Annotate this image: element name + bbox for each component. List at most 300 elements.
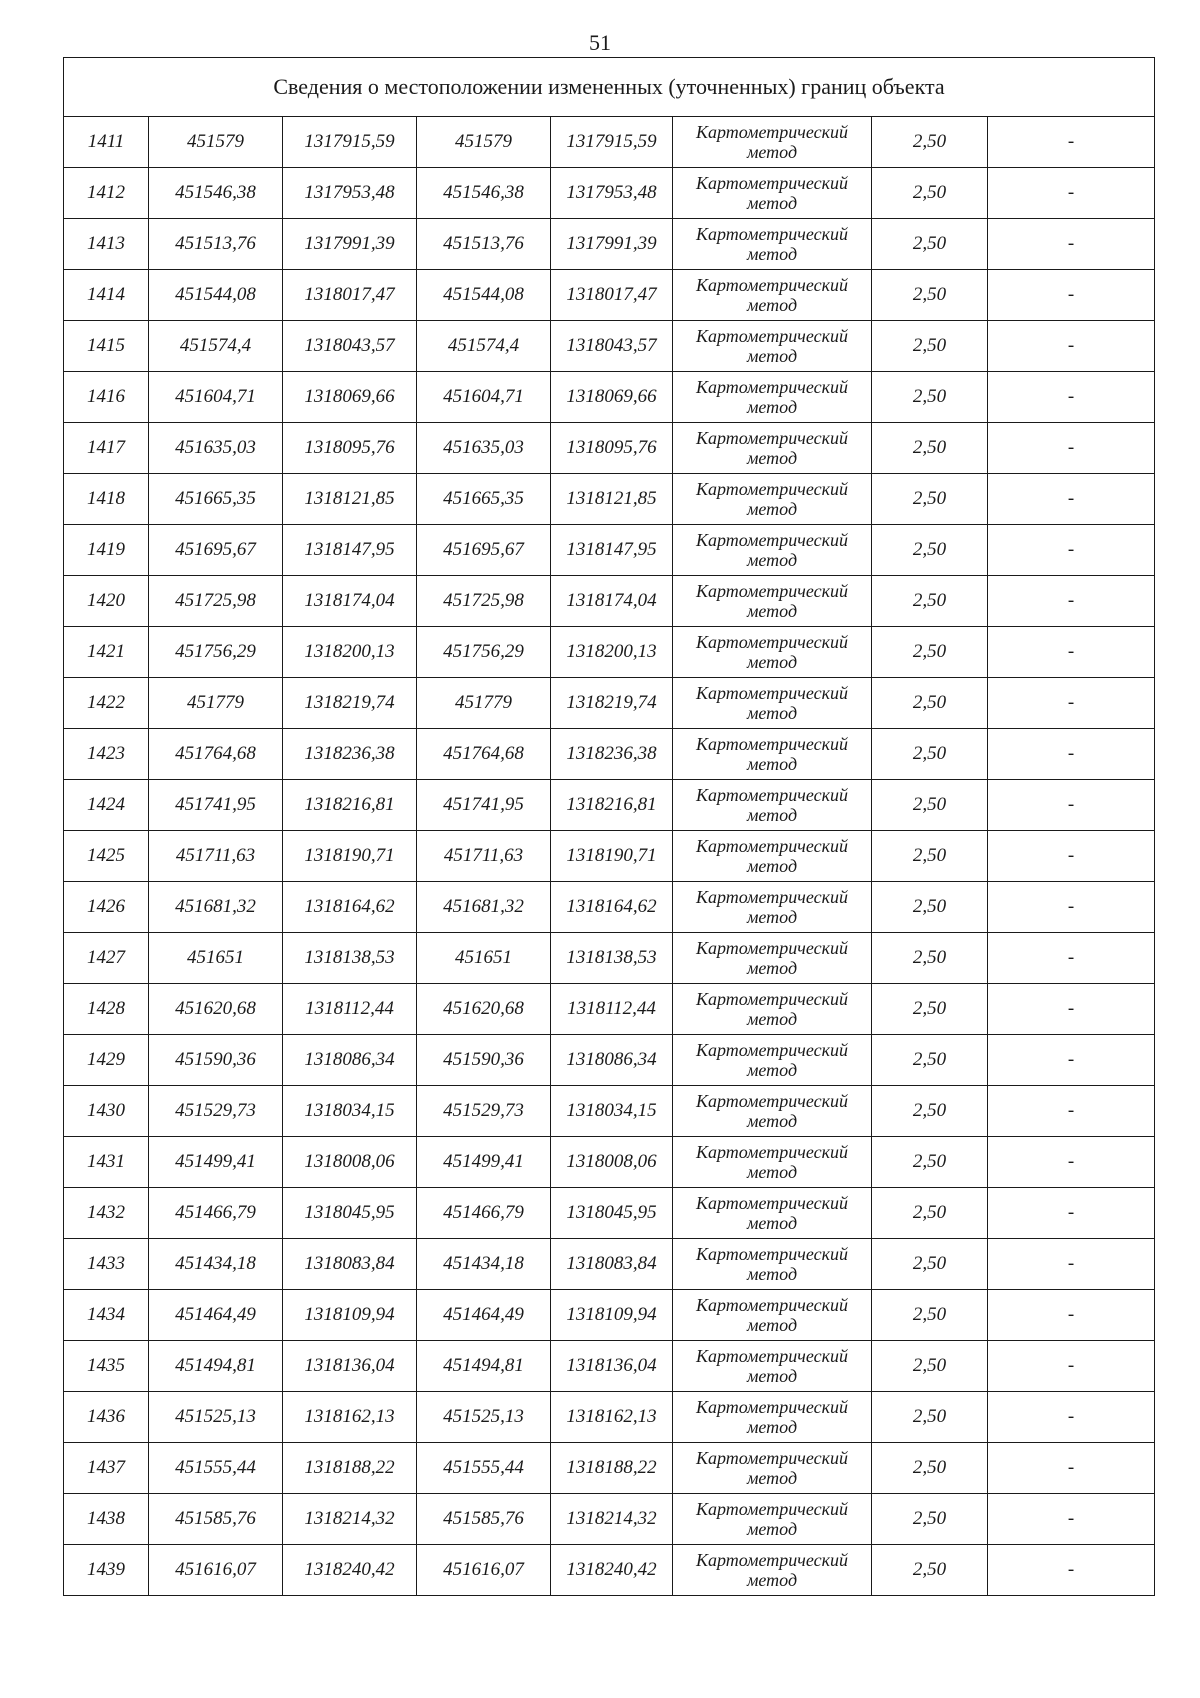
point-description: - — [988, 1239, 1155, 1290]
determination-method — [673, 1239, 872, 1290]
refined-y-coordinate: 1318200,13 — [551, 627, 673, 678]
table-row — [64, 882, 1155, 933]
method-line-2: метод — [746, 142, 798, 162]
determination-method — [673, 831, 872, 882]
method-line-2: метод — [746, 1519, 798, 1539]
existing-x-coordinate: 451585,76 — [149, 1494, 283, 1545]
existing-y-coordinate: 1318190,71 — [283, 831, 417, 882]
method-line-2: метод — [746, 1264, 798, 1284]
determination-method — [673, 576, 872, 627]
refined-x-coordinate: 451665,35 — [417, 474, 551, 525]
point-description: - — [988, 882, 1155, 933]
table-row — [64, 219, 1155, 270]
table-row — [64, 474, 1155, 525]
method-line-2: метод — [746, 1366, 798, 1386]
determination-method — [673, 933, 872, 984]
determination-method — [673, 1188, 872, 1239]
determination-method — [673, 474, 872, 525]
accuracy-value: 2,50 — [872, 423, 988, 474]
method-line-2: метод — [746, 1162, 798, 1182]
table-row — [64, 321, 1155, 372]
method-line-1: Картометрический — [695, 632, 848, 652]
method-line-1: Картометрический — [695, 122, 848, 142]
determination-method — [673, 1494, 872, 1545]
method-line-2: метод — [746, 550, 798, 570]
method-line-1: Картометрический — [695, 938, 848, 958]
point-number: 1431 — [64, 1137, 149, 1188]
existing-y-coordinate: 1318188,22 — [283, 1443, 417, 1494]
accuracy-value: 2,50 — [872, 1392, 988, 1443]
method-line-2: метод — [746, 1315, 798, 1335]
existing-x-coordinate: 451466,79 — [149, 1188, 283, 1239]
accuracy-value: 2,50 — [872, 1494, 988, 1545]
point-description: - — [988, 1392, 1155, 1443]
existing-x-coordinate: 451779 — [149, 678, 283, 729]
refined-y-coordinate: 1318214,32 — [551, 1494, 673, 1545]
point-number: 1415 — [64, 321, 149, 372]
refined-x-coordinate: 451764,68 — [417, 729, 551, 780]
refined-y-coordinate: 1318164,62 — [551, 882, 673, 933]
refined-x-coordinate: 451544,08 — [417, 270, 551, 321]
existing-y-coordinate: 1318236,38 — [283, 729, 417, 780]
determination-method — [673, 1035, 872, 1086]
accuracy-value: 2,50 — [872, 525, 988, 576]
table-row — [64, 117, 1155, 168]
existing-x-coordinate: 451635,03 — [149, 423, 283, 474]
method-line-1: Картометрический — [695, 1244, 848, 1264]
existing-x-coordinate: 451546,38 — [149, 168, 283, 219]
existing-x-coordinate: 451616,07 — [149, 1545, 283, 1596]
table-row — [64, 372, 1155, 423]
existing-x-coordinate: 451681,32 — [149, 882, 283, 933]
refined-x-coordinate: 451555,44 — [417, 1443, 551, 1494]
existing-y-coordinate: 1318008,06 — [283, 1137, 417, 1188]
method-line-1: Картометрический — [695, 326, 848, 346]
method-line-1: Картометрический — [695, 275, 848, 295]
point-description: - — [988, 1341, 1155, 1392]
method-line-1: Картометрический — [695, 530, 848, 550]
table-row — [64, 1392, 1155, 1443]
point-number: 1426 — [64, 882, 149, 933]
accuracy-value: 2,50 — [872, 321, 988, 372]
refined-y-coordinate: 1318112,44 — [551, 984, 673, 1035]
table-row — [64, 780, 1155, 831]
point-number: 1414 — [64, 270, 149, 321]
existing-y-coordinate: 1318069,66 — [283, 372, 417, 423]
existing-x-coordinate: 451590,36 — [149, 1035, 283, 1086]
existing-x-coordinate: 451665,35 — [149, 474, 283, 525]
method-line-1: Картометрический — [695, 1346, 848, 1366]
existing-x-coordinate: 451499,41 — [149, 1137, 283, 1188]
accuracy-value: 2,50 — [872, 729, 988, 780]
refined-y-coordinate: 1318109,94 — [551, 1290, 673, 1341]
existing-y-coordinate: 1318086,34 — [283, 1035, 417, 1086]
point-number: 1427 — [64, 933, 149, 984]
point-number: 1432 — [64, 1188, 149, 1239]
existing-y-coordinate: 1318121,85 — [283, 474, 417, 525]
accuracy-value: 2,50 — [872, 933, 988, 984]
method-line-1: Картометрический — [695, 989, 848, 1009]
table-row — [64, 831, 1155, 882]
existing-x-coordinate: 451695,67 — [149, 525, 283, 576]
table-row — [64, 1188, 1155, 1239]
method-line-1: Картометрический — [695, 1550, 848, 1570]
existing-x-coordinate: 451579 — [149, 117, 283, 168]
method-line-1: Картометрический — [695, 836, 848, 856]
existing-y-coordinate: 1318216,81 — [283, 780, 417, 831]
existing-y-coordinate: 1318240,42 — [283, 1545, 417, 1596]
method-line-2: метод — [746, 448, 798, 468]
method-line-2: метод — [746, 295, 798, 315]
existing-y-coordinate: 1318219,74 — [283, 678, 417, 729]
accuracy-value: 2,50 — [872, 1341, 988, 1392]
existing-x-coordinate: 451620,68 — [149, 984, 283, 1035]
accuracy-value: 2,50 — [872, 831, 988, 882]
table-row — [64, 1290, 1155, 1341]
determination-method — [673, 1086, 872, 1137]
point-number: 1428 — [64, 984, 149, 1035]
existing-y-coordinate: 1317953,48 — [283, 168, 417, 219]
refined-x-coordinate: 451529,73 — [417, 1086, 551, 1137]
method-line-1: Картометрический — [695, 479, 848, 499]
refined-y-coordinate: 1318188,22 — [551, 1443, 673, 1494]
refined-y-coordinate: 1318095,76 — [551, 423, 673, 474]
existing-y-coordinate: 1318136,04 — [283, 1341, 417, 1392]
refined-y-coordinate: 1318147,95 — [551, 525, 673, 576]
method-line-2: метод — [746, 652, 798, 672]
table-row — [64, 627, 1155, 678]
point-description: - — [988, 372, 1155, 423]
refined-x-coordinate: 451711,63 — [417, 831, 551, 882]
determination-method — [673, 168, 872, 219]
determination-method — [673, 1137, 872, 1188]
refined-x-coordinate: 451546,38 — [417, 168, 551, 219]
existing-y-coordinate: 1318083,84 — [283, 1239, 417, 1290]
table-row — [64, 1137, 1155, 1188]
refined-y-coordinate: 1317991,39 — [551, 219, 673, 270]
method-line-2: метод — [746, 1009, 798, 1029]
determination-method — [673, 627, 872, 678]
method-line-1: Картометрический — [695, 1499, 848, 1519]
refined-y-coordinate: 1318174,04 — [551, 576, 673, 627]
refined-y-coordinate: 1318236,38 — [551, 729, 673, 780]
determination-method — [673, 729, 872, 780]
point-description: - — [988, 117, 1155, 168]
method-line-2: метод — [746, 244, 798, 264]
accuracy-value: 2,50 — [872, 1188, 988, 1239]
point-number: 1413 — [64, 219, 149, 270]
determination-method — [673, 678, 872, 729]
existing-y-coordinate: 1318174,04 — [283, 576, 417, 627]
refined-y-coordinate: 1318086,34 — [551, 1035, 673, 1086]
existing-x-coordinate: 451529,73 — [149, 1086, 283, 1137]
refined-x-coordinate: 451466,79 — [417, 1188, 551, 1239]
accuracy-value: 2,50 — [872, 1545, 988, 1596]
point-number: 1437 — [64, 1443, 149, 1494]
table-row — [64, 168, 1155, 219]
point-description: - — [988, 933, 1155, 984]
method-line-1: Картометрический — [695, 1448, 848, 1468]
existing-x-coordinate: 451513,76 — [149, 219, 283, 270]
existing-y-coordinate: 1317915,59 — [283, 117, 417, 168]
point-description: - — [988, 168, 1155, 219]
method-line-1: Картометрический — [695, 1193, 848, 1213]
refined-x-coordinate: 451464,49 — [417, 1290, 551, 1341]
refined-x-coordinate: 451681,32 — [417, 882, 551, 933]
refined-y-coordinate: 1318216,81 — [551, 780, 673, 831]
point-number: 1418 — [64, 474, 149, 525]
method-line-2: метод — [746, 907, 798, 927]
method-line-2: метод — [746, 499, 798, 519]
existing-x-coordinate: 451494,81 — [149, 1341, 283, 1392]
existing-x-coordinate: 451525,13 — [149, 1392, 283, 1443]
existing-y-coordinate: 1318017,47 — [283, 270, 417, 321]
refined-x-coordinate: 451756,29 — [417, 627, 551, 678]
method-line-1: Картометрический — [695, 1040, 848, 1060]
determination-method — [673, 525, 872, 576]
point-description: - — [988, 1290, 1155, 1341]
page-number: 51 — [589, 30, 611, 55]
method-line-1: Картометрический — [695, 377, 848, 397]
determination-method — [673, 270, 872, 321]
point-number: 1422 — [64, 678, 149, 729]
determination-method — [673, 1341, 872, 1392]
method-line-2: метод — [746, 1060, 798, 1080]
point-description: - — [988, 729, 1155, 780]
refined-y-coordinate: 1318136,04 — [551, 1341, 673, 1392]
accuracy-value: 2,50 — [872, 1137, 988, 1188]
existing-y-coordinate: 1318138,53 — [283, 933, 417, 984]
determination-method — [673, 423, 872, 474]
refined-y-coordinate: 1317953,48 — [551, 168, 673, 219]
refined-y-coordinate: 1318138,53 — [551, 933, 673, 984]
point-number: 1423 — [64, 729, 149, 780]
refined-y-coordinate: 1318069,66 — [551, 372, 673, 423]
table-row — [64, 1545, 1155, 1596]
point-description: - — [988, 270, 1155, 321]
refined-x-coordinate: 451499,41 — [417, 1137, 551, 1188]
table-row — [64, 270, 1155, 321]
point-number: 1435 — [64, 1341, 149, 1392]
method-line-2: метод — [746, 397, 798, 417]
refined-x-coordinate: 451494,81 — [417, 1341, 551, 1392]
existing-y-coordinate: 1318095,76 — [283, 423, 417, 474]
point-description: - — [988, 1545, 1155, 1596]
method-line-1: Картометрический — [695, 581, 848, 601]
point-description: - — [988, 1443, 1155, 1494]
point-number: 1419 — [64, 525, 149, 576]
method-line-1: Картометрический — [695, 1142, 848, 1162]
point-description: - — [988, 831, 1155, 882]
method-line-1: Картометрический — [695, 785, 848, 805]
method-line-2: метод — [746, 1417, 798, 1437]
determination-method — [673, 1545, 872, 1596]
existing-y-coordinate: 1318109,94 — [283, 1290, 417, 1341]
method-line-2: метод — [746, 1570, 798, 1590]
existing-x-coordinate: 451651 — [149, 933, 283, 984]
point-description: - — [988, 1086, 1155, 1137]
refined-x-coordinate: 451741,95 — [417, 780, 551, 831]
refined-x-coordinate: 451635,03 — [417, 423, 551, 474]
point-number: 1436 — [64, 1392, 149, 1443]
determination-method — [673, 1392, 872, 1443]
method-line-1: Картометрический — [695, 1397, 848, 1417]
existing-y-coordinate: 1318147,95 — [283, 525, 417, 576]
point-description: - — [988, 219, 1155, 270]
determination-method — [673, 882, 872, 933]
point-description: - — [988, 627, 1155, 678]
existing-y-coordinate: 1318164,62 — [283, 882, 417, 933]
accuracy-value: 2,50 — [872, 1290, 988, 1341]
existing-y-coordinate: 1318200,13 — [283, 627, 417, 678]
point-description: - — [988, 1035, 1155, 1086]
table-row — [64, 1086, 1155, 1137]
accuracy-value: 2,50 — [872, 1035, 988, 1086]
refined-x-coordinate: 451579 — [417, 117, 551, 168]
point-number: 1420 — [64, 576, 149, 627]
refined-x-coordinate: 451779 — [417, 678, 551, 729]
refined-x-coordinate: 451574,4 — [417, 321, 551, 372]
refined-y-coordinate: 1318240,42 — [551, 1545, 673, 1596]
table-row — [64, 1341, 1155, 1392]
point-number: 1411 — [64, 117, 149, 168]
method-line-1: Картометрический — [695, 173, 848, 193]
existing-x-coordinate: 451741,95 — [149, 780, 283, 831]
method-line-2: метод — [746, 703, 798, 723]
table-row — [64, 1494, 1155, 1545]
point-description: - — [988, 780, 1155, 831]
refined-y-coordinate: 1318190,71 — [551, 831, 673, 882]
table-title: Сведения о местоположении измененных (уточненных) границ объекта — [64, 58, 1155, 117]
point-description: - — [988, 576, 1155, 627]
existing-x-coordinate: 451574,4 — [149, 321, 283, 372]
point-number: 1429 — [64, 1035, 149, 1086]
point-number: 1434 — [64, 1290, 149, 1341]
refined-y-coordinate: 1318121,85 — [551, 474, 673, 525]
existing-x-coordinate: 451725,98 — [149, 576, 283, 627]
existing-x-coordinate: 451434,18 — [149, 1239, 283, 1290]
refined-y-coordinate: 1318017,47 — [551, 270, 673, 321]
existing-x-coordinate: 451544,08 — [149, 270, 283, 321]
accuracy-value: 2,50 — [872, 627, 988, 678]
point-number: 1430 — [64, 1086, 149, 1137]
refined-x-coordinate: 451604,71 — [417, 372, 551, 423]
determination-method — [673, 780, 872, 831]
refined-y-coordinate: 1318008,06 — [551, 1137, 673, 1188]
determination-method — [673, 1290, 872, 1341]
point-description: - — [988, 678, 1155, 729]
existing-y-coordinate: 1318112,44 — [283, 984, 417, 1035]
method-line-2: метод — [746, 805, 798, 825]
table-row — [64, 1443, 1155, 1494]
existing-x-coordinate: 451711,63 — [149, 831, 283, 882]
point-number: 1417 — [64, 423, 149, 474]
table-title-row — [64, 58, 1155, 117]
point-number: 1438 — [64, 1494, 149, 1545]
existing-y-coordinate: 1318034,15 — [283, 1086, 417, 1137]
table-row — [64, 1239, 1155, 1290]
point-description: - — [988, 984, 1155, 1035]
refined-x-coordinate: 451725,98 — [417, 576, 551, 627]
refined-x-coordinate: 451695,67 — [417, 525, 551, 576]
method-line-2: метод — [746, 1468, 798, 1488]
accuracy-value: 2,50 — [872, 168, 988, 219]
existing-y-coordinate: 1318162,13 — [283, 1392, 417, 1443]
table-row — [64, 729, 1155, 780]
determination-method — [673, 219, 872, 270]
existing-y-coordinate: 1317991,39 — [283, 219, 417, 270]
accuracy-value: 2,50 — [872, 678, 988, 729]
existing-x-coordinate: 451756,29 — [149, 627, 283, 678]
existing-x-coordinate: 451464,49 — [149, 1290, 283, 1341]
refined-y-coordinate: 1318219,74 — [551, 678, 673, 729]
method-line-2: метод — [746, 601, 798, 621]
accuracy-value: 2,50 — [872, 1239, 988, 1290]
refined-y-coordinate: 1318034,15 — [551, 1086, 673, 1137]
determination-method — [673, 984, 872, 1035]
existing-x-coordinate: 451764,68 — [149, 729, 283, 780]
table-row — [64, 576, 1155, 627]
existing-x-coordinate: 451604,71 — [149, 372, 283, 423]
point-description: - — [988, 1494, 1155, 1545]
accuracy-value: 2,50 — [872, 1443, 988, 1494]
existing-y-coordinate: 1318043,57 — [283, 321, 417, 372]
point-description: - — [988, 1188, 1155, 1239]
point-number: 1424 — [64, 780, 149, 831]
method-line-2: метод — [746, 193, 798, 213]
method-line-2: метод — [746, 1213, 798, 1233]
refined-x-coordinate: 451525,13 — [417, 1392, 551, 1443]
point-number: 1421 — [64, 627, 149, 678]
method-line-1: Картометрический — [695, 734, 848, 754]
refined-x-coordinate: 451616,07 — [417, 1545, 551, 1596]
table-row — [64, 984, 1155, 1035]
accuracy-value: 2,50 — [872, 576, 988, 627]
accuracy-value: 2,50 — [872, 372, 988, 423]
point-description: - — [988, 474, 1155, 525]
method-line-1: Картометрический — [695, 1091, 848, 1111]
point-description: - — [988, 321, 1155, 372]
refined-y-coordinate: 1318045,95 — [551, 1188, 673, 1239]
table-row — [64, 525, 1155, 576]
refined-x-coordinate: 451513,76 — [417, 219, 551, 270]
accuracy-value: 2,50 — [872, 270, 988, 321]
refined-x-coordinate: 451590,36 — [417, 1035, 551, 1086]
method-line-1: Картометрический — [695, 1295, 848, 1315]
boundary-coordinates-table — [63, 57, 1155, 1596]
method-line-2: метод — [746, 1111, 798, 1131]
point-number: 1439 — [64, 1545, 149, 1596]
accuracy-value: 2,50 — [872, 780, 988, 831]
method-line-2: метод — [746, 346, 798, 366]
method-line-2: метод — [746, 856, 798, 876]
point-number: 1412 — [64, 168, 149, 219]
refined-y-coordinate: 1318162,13 — [551, 1392, 673, 1443]
accuracy-value: 2,50 — [872, 882, 988, 933]
determination-method — [673, 1443, 872, 1494]
refined-y-coordinate: 1318083,84 — [551, 1239, 673, 1290]
method-line-2: метод — [746, 754, 798, 774]
method-line-1: Картометрический — [695, 428, 848, 448]
table-row — [64, 423, 1155, 474]
point-description: - — [988, 423, 1155, 474]
point-number: 1416 — [64, 372, 149, 423]
existing-y-coordinate: 1318045,95 — [283, 1188, 417, 1239]
refined-y-coordinate: 1318043,57 — [551, 321, 673, 372]
refined-x-coordinate: 451585,76 — [417, 1494, 551, 1545]
table-row — [64, 933, 1155, 984]
refined-x-coordinate: 451651 — [417, 933, 551, 984]
